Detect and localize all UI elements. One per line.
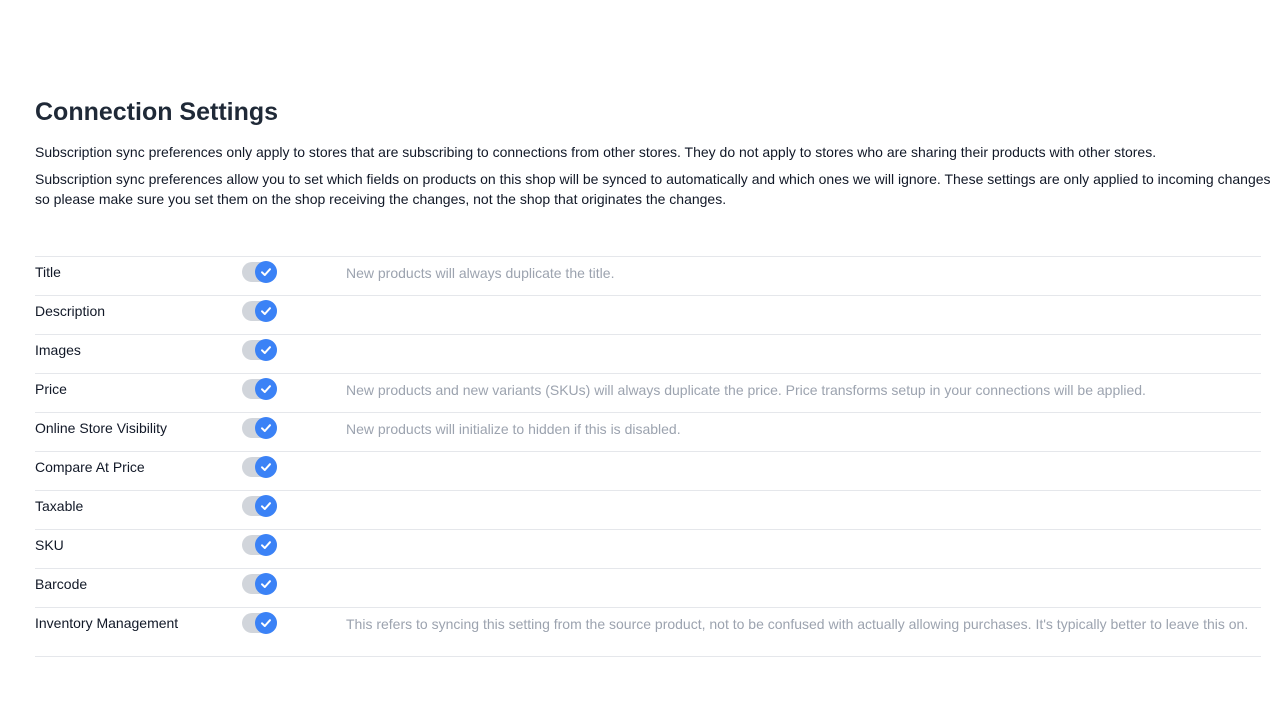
setting-row-compare-at-price [35,452,1261,491]
setting-label: Inventory Management [35,615,179,631]
check-icon [255,456,277,478]
intro-paragraph-2: Subscription sync preferences allow you to set which fields on products on this shop will be synced to automatically and which ones we will ignore. These settings are only applied to incoming changes so please make sure you set them on the shop receiving the changes, not the shop that originates the changes. [35,171,1271,207]
setting-label: Online Store Visibility [35,420,168,436]
check-icon [255,573,277,595]
setting-row-inventory-management [35,608,1261,657]
setting-row-images [35,335,1261,374]
setting-label: Taxable [35,498,84,514]
setting-label: Barcode [35,576,88,592]
check-icon [255,612,277,634]
images-toggle[interactable] [242,340,277,360]
setting-row-barcode [35,569,1261,608]
compare-at-price-toggle[interactable] [242,457,277,477]
title-toggle[interactable] [242,262,277,282]
intro-paragraph-1: Subscription sync preferences only apply to stores that are subscribing to connections from other stores. They do not apply to stores who are sharing their products with other stores. [35,144,1157,160]
setting-help: New products will always duplicate the title. [346,265,615,281]
page-title: Connection Settings [35,98,279,126]
setting-label: SKU [35,537,64,553]
setting-row-title [35,257,1261,296]
intro-text [35,142,1275,216]
setting-label: Description [35,303,106,319]
setting-label: Images [35,342,81,358]
setting-row-description [35,296,1261,335]
check-icon [255,534,277,556]
check-icon [255,495,277,517]
check-icon [255,378,277,400]
inventory-management-toggle[interactable] [242,613,277,633]
setting-row-sku [35,530,1261,569]
setting-help: New products and new variants (SKUs) will always duplicate the price. Price transforms setup in your connections will be applied. [346,382,1146,398]
setting-row-online-store-visibility [35,413,1261,452]
setting-help: This refers to syncing this setting from the source product, not to be confused with actually allowing purchases. It's typically better to leave this on. [346,616,1249,632]
setting-row-taxable [35,491,1261,530]
sync-settings-list [35,256,1261,657]
check-icon [255,339,277,361]
check-icon [255,261,277,283]
setting-help: New products will initialize to hidden if this is disabled. [346,421,681,437]
taxable-toggle[interactable] [242,496,277,516]
check-icon [255,417,277,439]
setting-label: Price [35,381,67,397]
check-icon [255,300,277,322]
setting-row-price [35,374,1261,413]
sku-toggle[interactable] [242,535,277,555]
online-store-visibility-toggle[interactable] [242,418,277,438]
barcode-toggle[interactable] [242,574,277,594]
setting-label: Title [35,264,61,280]
description-toggle[interactable] [242,301,277,321]
setting-label: Compare At Price [35,459,145,475]
connection-settings-page [35,96,1271,632]
price-toggle[interactable] [242,379,277,399]
